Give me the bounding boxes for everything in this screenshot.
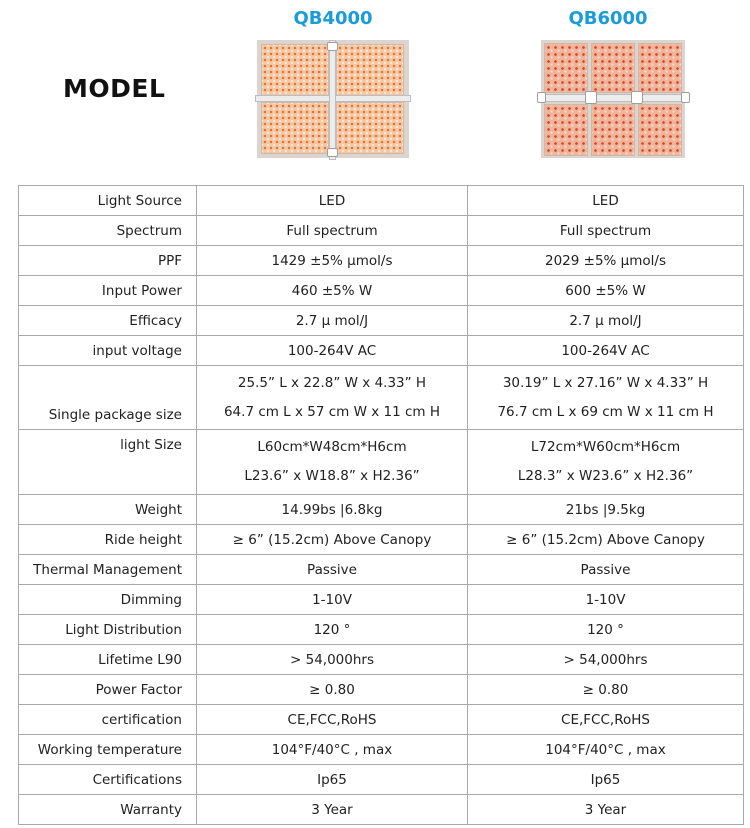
qb4000-value: ≥ 6” (15.2cm) Above Canopy [197,525,468,555]
table-row [19,675,744,705]
value-line-imperial: L28.3” x W23.6” x H2.36” [517,468,694,484]
qb4000-value: 104°F/40°C , max [197,735,468,765]
driver-box [585,91,597,104]
row-label: Single package size [19,366,197,430]
qb4000-value: ≥ 0.80 [197,675,468,705]
mounting-bracket [681,92,690,103]
mounting-bracket [327,148,338,157]
qb6000-value: 2029 ±5% μmol/s [468,246,744,276]
qb4000-value: 100-264V AC [197,336,468,366]
qb6000-value: LED [468,186,744,216]
row-label: Lifetime L90 [19,645,197,675]
table-row [19,555,744,585]
qb6000-product-image [541,40,685,158]
qb6000-value: 2.7 μ mol/J [468,306,744,336]
table-row [19,525,744,555]
qb6000-value: > 54,000hrs [468,645,744,675]
qb6000-value [468,366,744,430]
row-label: input voltage [19,336,197,366]
table-row [19,615,744,645]
row-label: Working temperature [19,735,197,765]
qb6000-value: 120 ° [468,615,744,645]
qb6000-value: CE,FCC,RoHS [468,705,744,735]
value-line-metric: 64.7 cm L x 57 cm W x 11 cm H [223,403,441,420]
table-row [19,430,744,495]
table-row [19,186,744,216]
table-row [19,336,744,366]
led-board [336,44,404,96]
led-board [591,43,635,93]
row-label: Ride height [19,525,197,555]
qb4000-value: 3 Year [197,795,468,825]
value-line-imperial: 25.5” L x 22.8” W x 4.33” H [237,374,427,391]
table-row [19,705,744,735]
qb4000-value: 1429 ±5% μmol/s [197,246,468,276]
qb6000-value: 21bs |9.5kg [468,495,744,525]
row-label: PPF [19,246,197,276]
row-label: Light Source [19,186,197,216]
row-label: light Size [19,430,197,495]
qb4000-value: 2.7 μ mol/J [197,306,468,336]
row-label: Efficacy [19,306,197,336]
qb4000-value: Passive [197,555,468,585]
row-label: Spectrum [19,216,197,246]
qb4000-value: Ip65 [197,765,468,795]
table-row [19,585,744,615]
led-board [544,104,588,156]
qb6000-value: Full spectrum [468,216,744,246]
qb4000-value: 14.99bs |6.8kg [197,495,468,525]
model-label: MODEL [63,74,166,103]
qb4000-value: Full spectrum [197,216,468,246]
row-label: Weight [19,495,197,525]
led-board [261,102,329,154]
led-board [336,102,404,154]
driver-bar [539,94,687,102]
qb6000-value: Ip65 [468,765,744,795]
driver-box [631,91,643,104]
value-line-metric: L60cm*W48cm*H6cm [257,439,407,455]
spec-table [18,185,744,825]
led-board [638,43,682,93]
table-row [19,216,744,246]
qb6000-value: Passive [468,555,744,585]
row-label: Light Distribution [19,615,197,645]
qb6000-value [468,430,744,495]
row-label: certification [19,705,197,735]
qb4000-value: 460 ±5% W [197,276,468,306]
table-row [19,735,744,765]
mounting-bracket [537,92,546,103]
table-row [19,765,744,795]
table-row [19,246,744,276]
qb6000-value: 600 ±5% W [468,276,744,306]
mounting-bracket [327,42,338,51]
table-row [19,276,744,306]
table-row [19,495,744,525]
row-label: Certifications [19,765,197,795]
value-line-imperial: L23.6” x W18.8” x H2.36” [244,468,420,484]
table-row [19,645,744,675]
qb6000-value: 104°F/40°C , max [468,735,744,765]
row-label: Dimming [19,585,197,615]
led-board [638,104,682,156]
qb4000-value [197,366,468,430]
table-row [19,306,744,336]
product-name-qb4000: QB4000 [293,8,373,29]
value-line-metric: 76.7 cm L x 69 cm W x 11 cm H [497,403,714,420]
table-row [19,366,744,430]
led-board [591,104,635,156]
qb4000-value: 120 ° [197,615,468,645]
table-row [19,795,744,825]
value-line-metric: L72cm*W60cm*H6cm [530,439,681,455]
qb6000-value: 1-10V [468,585,744,615]
value-line-imperial: 30.19” L x 27.16” W x 4.33” H [502,374,709,391]
row-label: Input Power [19,276,197,306]
qb6000-value: ≥ 6” (15.2cm) Above Canopy [468,525,744,555]
qb4000-value [197,430,468,495]
row-label: Warranty [19,795,197,825]
qb6000-value: 3 Year [468,795,744,825]
qb4000-product-image [257,40,409,158]
qb6000-value: 100-264V AC [468,336,744,366]
qb4000-value: LED [197,186,468,216]
row-label: Power Factor [19,675,197,705]
qb4000-value: > 54,000hrs [197,645,468,675]
center-spine [329,40,336,160]
qb4000-value: CE,FCC,RoHS [197,705,468,735]
qb4000-value: 1-10V [197,585,468,615]
row-label: Thermal Management [19,555,197,585]
led-board [261,44,329,96]
product-name-qb6000: QB6000 [568,8,648,29]
qb6000-value: ≥ 0.80 [468,675,744,705]
led-board [544,43,588,93]
